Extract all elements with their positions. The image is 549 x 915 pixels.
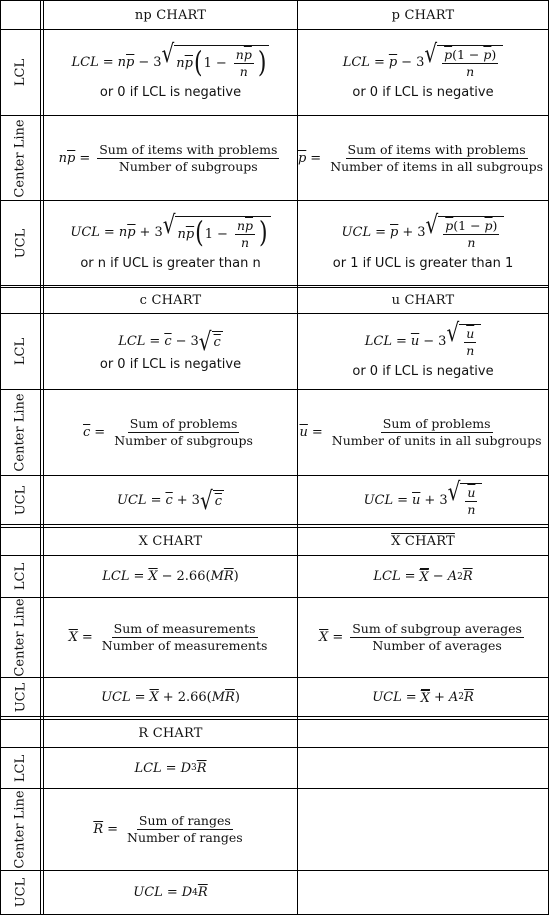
c-center-line-formula: $\overline{c}$ = $\frac{\text{Sum of problems}}{\text{Number of subgroups}}$: [83, 416, 253, 448]
c-lcl-note: or 0 if LCL is negative: [99, 357, 242, 372]
row-label-lcl: LCL: [13, 58, 28, 87]
r-lcl-formula: LCL = D 3 $\overline{R}$: [134, 760, 207, 776]
row-label-ucl: UCL: [12, 485, 28, 515]
c-ucl-formula: UCL = $\overline{c}$ + 3 √ c: [117, 485, 222, 515]
u-center-line-formula: $\overline{u}$ = $\frac{\text{Sum of problems}}{\text{Number of units in all subgroups}}$: [299, 416, 542, 448]
r-center-line-formula: $\overline{R}$ = $\frac{\text{Sum of ranges}}{\text{Number of ranges}}$: [93, 813, 243, 845]
np-lcl-note: or 0 if LCL is negative: [99, 85, 242, 100]
p-ucl-note: or 1 if UCL is greater than 1: [332, 255, 514, 271]
u-chart-title: u CHART: [391, 293, 455, 308]
xbar-chart-title: X CHART: [391, 534, 455, 549]
p-chart-title: p CHART: [391, 7, 455, 23]
xbar-lcl-formula: LCL = $\overline{X}$ − A 2 $\overline{R}$: [373, 569, 473, 585]
c-chart-title: c CHART: [139, 293, 202, 308]
u-center-numerator: Sum of problems: [382, 416, 491, 431]
row-label-ucl: UCL: [12, 682, 28, 712]
c-lcl-formula: LCL = $\overline{c}$ − 3 √ c or 0 if LCL is negative: [99, 326, 242, 372]
row-label-center-line: Center Line: [13, 598, 29, 677]
row-label-center-line: Center Line: [13, 393, 29, 472]
xbar-center-denominator: Number of averages: [372, 638, 502, 653]
r-center-denominator: Number of ranges: [127, 830, 243, 845]
p-lcl-note: or 0 if LCL is negative: [352, 85, 494, 100]
np-lcl-formula: LCL = n $\overline{p}$ − 3 √ n $\overline{p}$ ( 1 − $\frac{n\overline{p}}{n}$ ) or 0 if LCL is negative: [44, 30, 297, 115]
u-lcl-formula: LCL = $\overline{u}$ − 3 √ $\frac{u}{n}$ or 0 if LCL is negative: [352, 317, 494, 379]
r-center-numerator: Sum of ranges: [138, 813, 231, 828]
row-label-ucl: UCL: [12, 228, 28, 258]
u-lcl-note: or 0 if LCL is negative: [352, 364, 494, 379]
np-center-denominator: Number of subgroups: [118, 158, 258, 174]
c-center-denominator: Number of subgroups: [114, 433, 253, 448]
row-label-lcl: LCL: [13, 337, 28, 366]
p-center-numerator: Sum of items with problems: [347, 141, 526, 157]
x-center-numerator: Sum of measurements: [113, 621, 256, 636]
x-center-denominator: Number of measurements: [101, 638, 268, 653]
row-label-center-line: Center Line: [13, 118, 29, 198]
row-label-lcl: LCL: [13, 562, 28, 591]
u-ucl-formula: UCL = $\overline{u}$ + 3 √ $\frac{u}{n}$: [298, 476, 548, 524]
p-center-denominator: Number of items in all subgroups: [330, 158, 544, 174]
row-label-lcl: LCL: [13, 754, 28, 782]
np-ucl-formula: UCL = n $\overline{p}$ + 3 √ n $\overline{p}$ ( 1 − $\frac{n\overline{p}}{n}$ ) or n if UCL is greater than n: [44, 201, 297, 285]
x-lcl-formula: LCL = $\overline{X}$ − 2.66( M $\overline{R}$ ): [102, 569, 239, 584]
p-center-line-formula: $\overline{p}$ = $\frac{\text{Sum of items with problems}}{\text{Number of items in all subgroups}}$: [297, 141, 544, 174]
np-center-numerator: Sum of items with problems: [99, 141, 278, 157]
r-ucl-formula: UCL = D 4 $\overline{R}$: [133, 885, 208, 900]
np-center-line-formula: n $\overline{p}$ = $\frac{\text{Sum of items with problems}}{\text{Number of subgroups}}$: [58, 141, 278, 174]
xbar-center-numerator: Sum of subgroup averages: [352, 621, 522, 636]
r-chart-title: R CHART: [138, 726, 203, 741]
row-label-center-line: Center Line: [13, 790, 29, 869]
x-chart-title: X CHART: [138, 534, 203, 549]
x-ucl-formula: UCL = $\overline{X}$ + 2.66( M $\overline{R}$ ): [101, 689, 240, 705]
u-center-denominator: Number of units in all subgroups: [331, 433, 542, 448]
x-center-line-formula: $\overline{X}$ = $\frac{\text{Sum of measurements}}{\text{Number of measurements}}$: [68, 621, 268, 653]
xbar-ucl-formula: UCL = $\overline{X}$ + A 2 $\overline{R}$: [372, 689, 474, 706]
row-label-ucl: UCL: [12, 877, 28, 908]
np-ucl-note: or n if UCL is greater than n: [80, 255, 261, 271]
p-lcl-formula: LCL = $\overline{p}$ − 3 √ $\frac{p(1 - \overline{p})}{n}$ or 0 if LCL is negative: [298, 30, 548, 115]
c-center-numerator: Sum of problems: [129, 416, 238, 431]
np-chart-title: np CHART: [134, 7, 207, 23]
p-ucl-formula: UCL = $\overline{p}$ + 3 √ $\frac{p(1 - \overline{p})}{n}$ or 1 if UCL is greater than 1: [332, 208, 514, 271]
xbar-center-line-formula: $\overline{X}$ = $\frac{\text{Sum of subgroup averages}}{\text{Number of averages}}$: [319, 621, 522, 653]
